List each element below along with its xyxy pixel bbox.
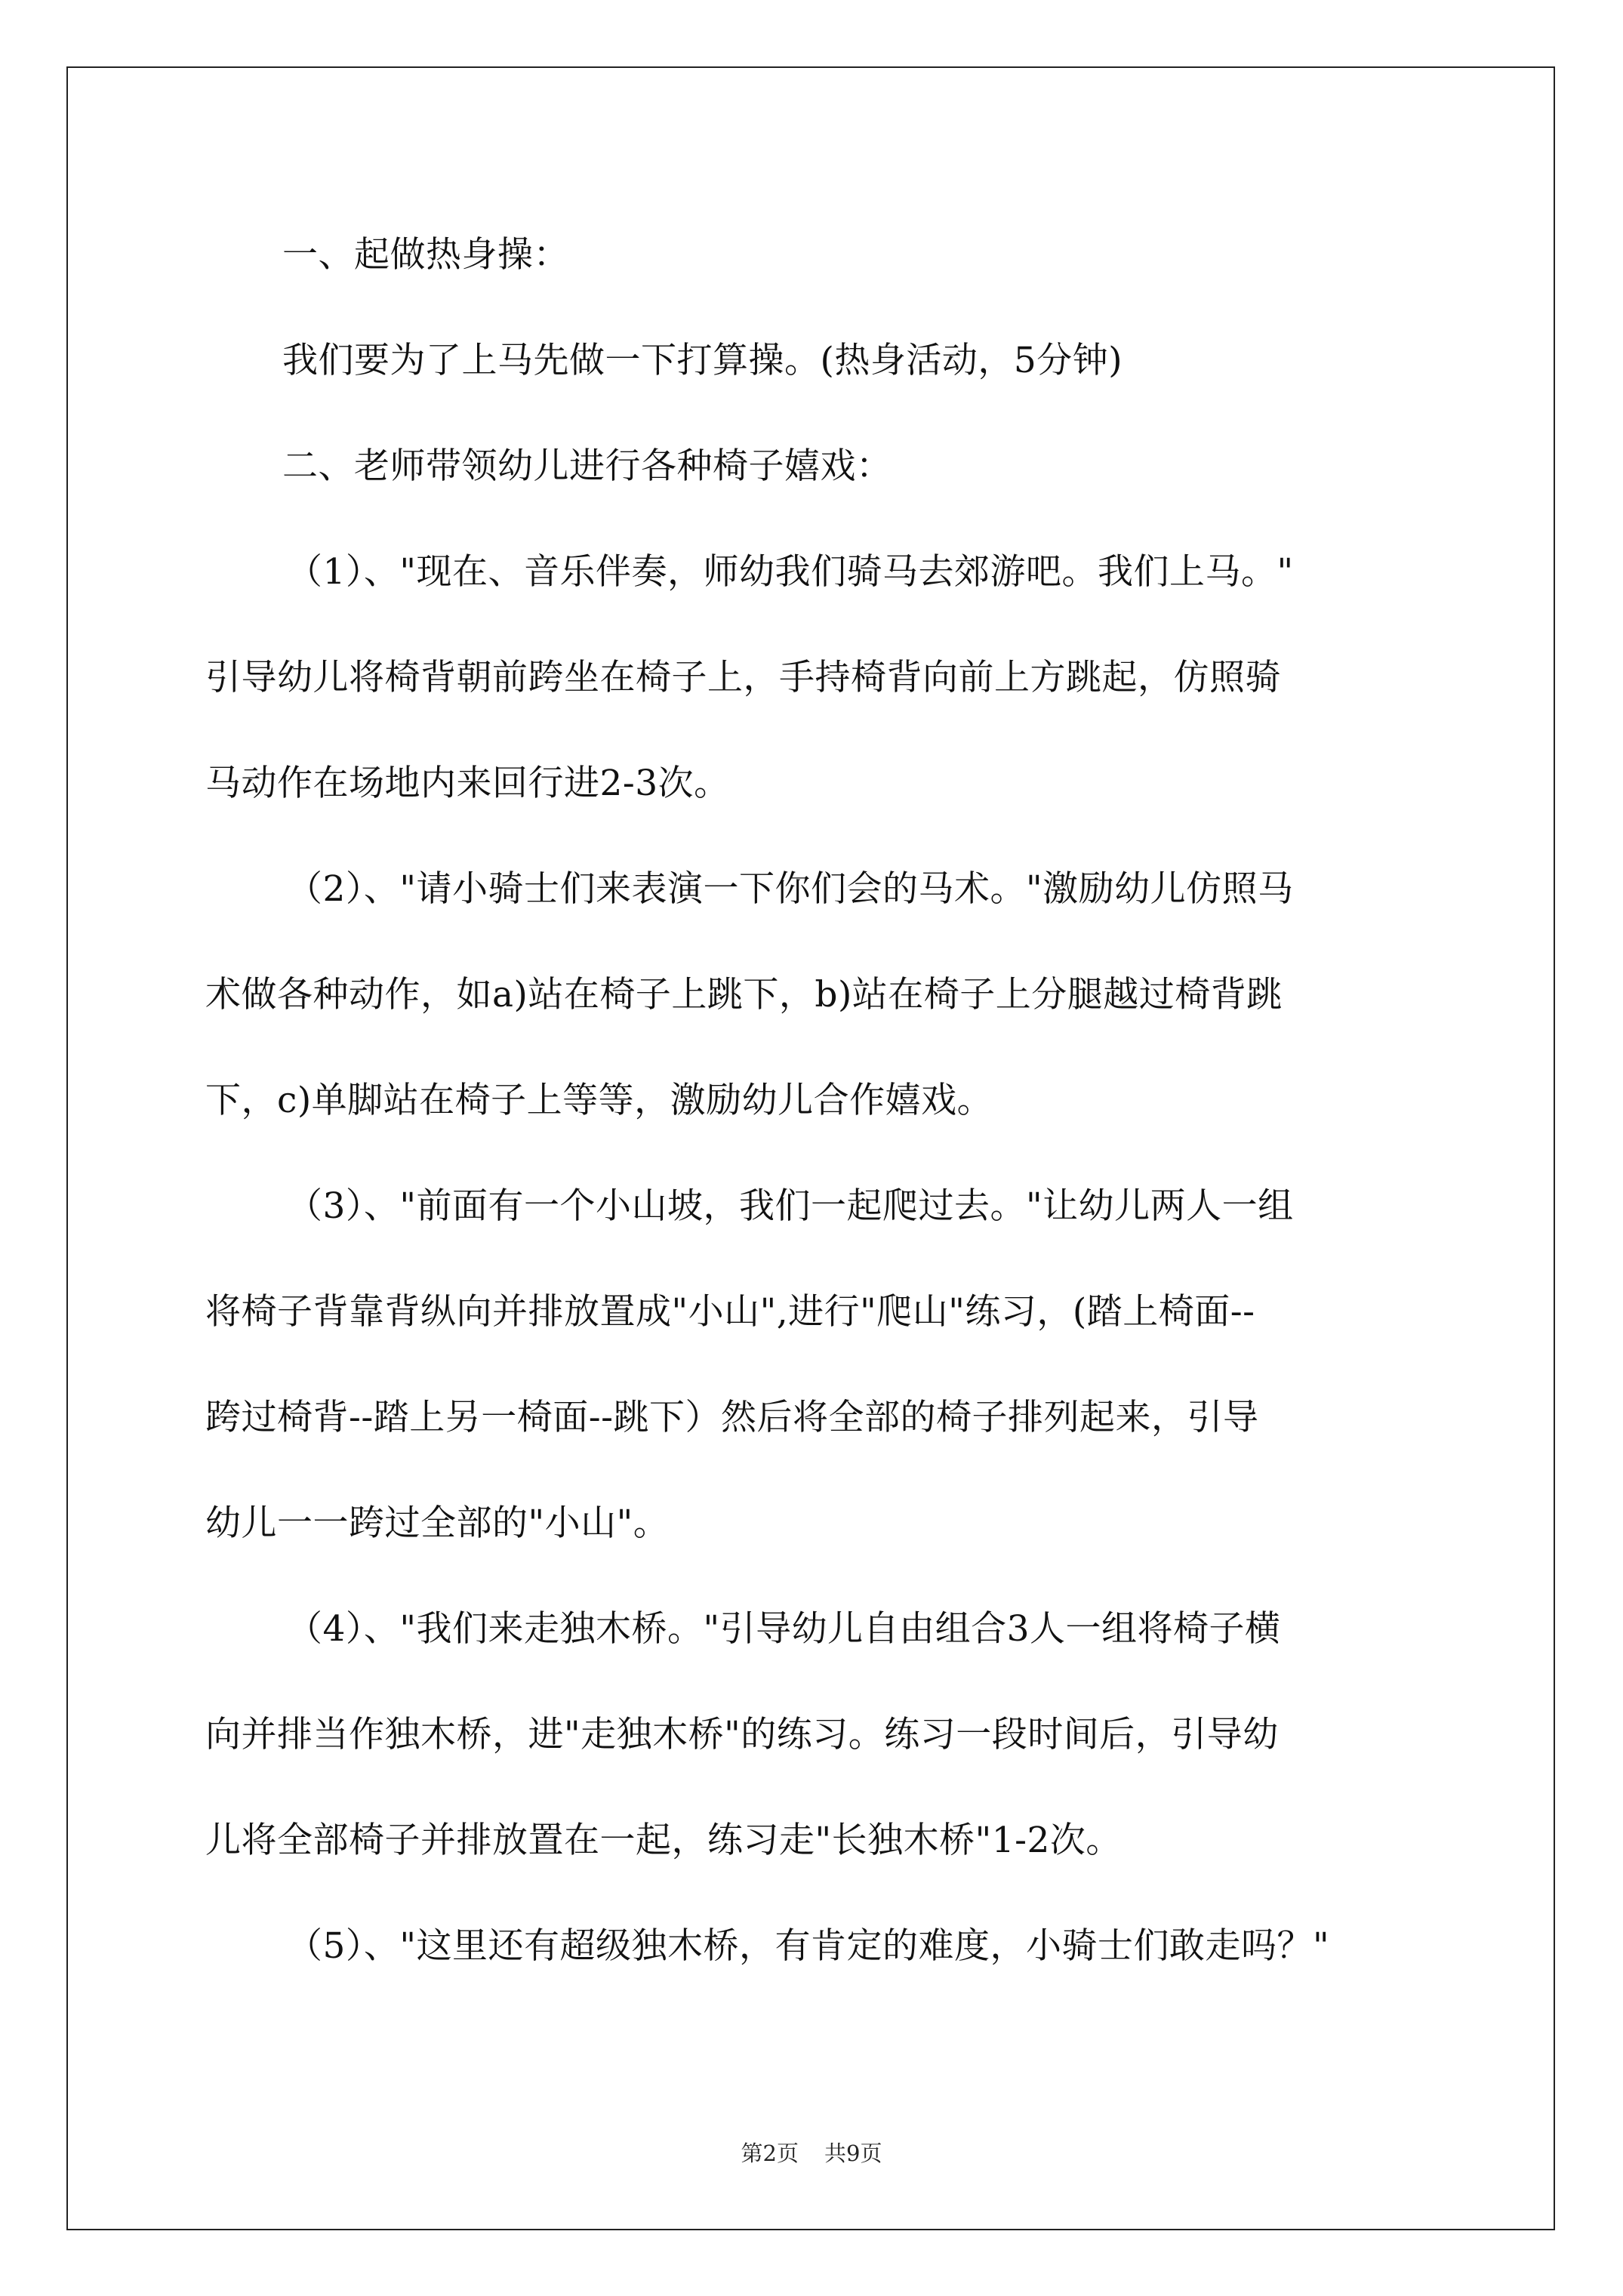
- paragraph-line: 马动作在场地内来回行进2-3次。: [205, 763, 730, 804]
- paragraph-line: 术做各种动作，如a)站在椅子上跳下，b)站在椅子上分腿越过椅背跳: [205, 974, 1283, 1015]
- paragraph-line: 跨过椅背--踏上另一椅面--跳下）然后将全部的椅子排列起来，引导: [205, 1397, 1259, 1438]
- page-footer: [0, 2140, 1623, 2167]
- paragraph-line: 下，c)单脚站在椅子上等等，激励幼儿合作嬉戏。: [205, 1080, 993, 1121]
- paragraph-line: （2）、"请小骑士们来表演一下你们会的马术。"激励幼儿仿照马: [287, 868, 1294, 910]
- page-border: [66, 66, 1555, 2230]
- paragraph-line: （3）、"前面有一个小山坡，我们一起爬过去。"让幼儿两人一组: [287, 1185, 1294, 1227]
- paragraph-line: （1）、"现在、音乐伴奏，师幼我们骑马去郊游吧。我们上马。": [287, 551, 1294, 593]
- section-heading-warmup: 一、起做热身操：: [282, 234, 569, 276]
- paragraph-line: 引导幼儿将椅背朝前跨坐在椅子上，手持椅背向前上方跳起，仿照骑: [205, 657, 1281, 698]
- page-number-current: 第2页: [741, 2140, 799, 2166]
- paragraph-line: （4）、"我们来走独木桥。"引导幼儿自由组合3人一组将椅子横: [287, 1608, 1281, 1650]
- paragraph-line: 幼儿一一跨过全部的"小山"。: [205, 1502, 670, 1544]
- paragraph-line: 将椅子背靠背纵向并排放置成"小山",进行"爬山"练习，(踏上椅面--: [205, 1291, 1255, 1333]
- section-heading-chair-games: 二、老师带领幼儿进行各种椅子嬉戏：: [282, 445, 892, 487]
- paragraph-line: 儿将全部椅子并排放置在一起，练习走"长独木桥"1-2次。: [205, 1820, 1122, 1861]
- page-number-total: 共9页: [824, 2140, 882, 2166]
- paragraph-line: 我们要为了上马先做一下打算操。(热身活动，5分钟): [282, 340, 1123, 381]
- paragraph-line: （5）、"这里还有超级独木桥，有肯定的难度，小骑士们敢走吗？": [287, 1925, 1330, 1967]
- paragraph-line: 向并排当作独木桥，进"走独木桥"的练习。练习一段时间后，引导幼: [205, 1714, 1279, 1755]
